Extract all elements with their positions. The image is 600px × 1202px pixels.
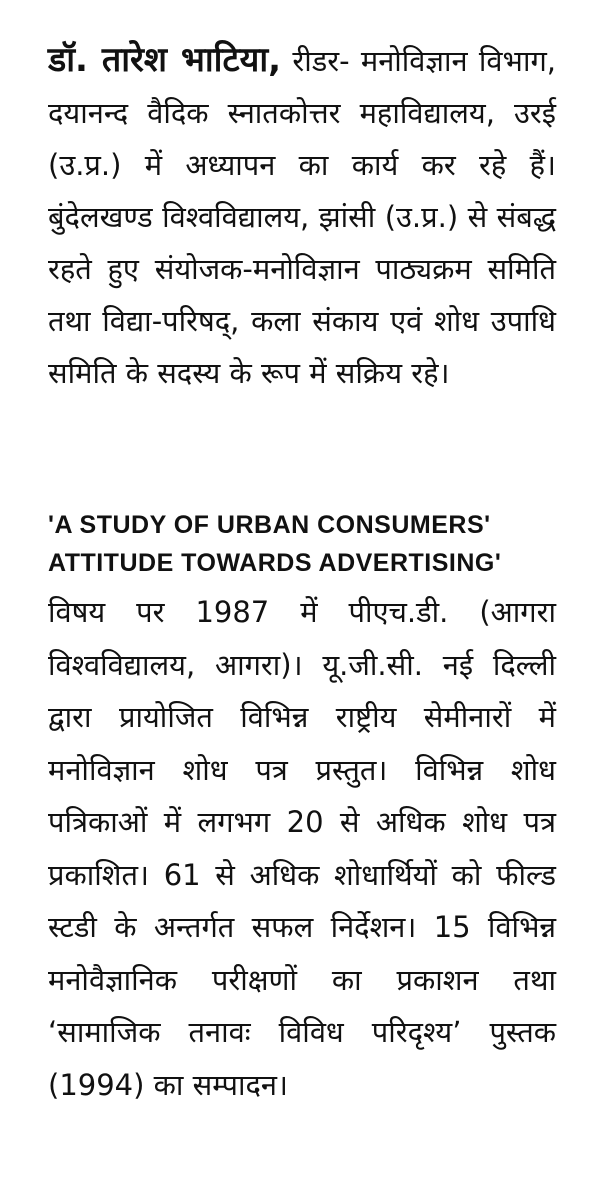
thesis-title — [48, 506, 556, 582]
thesis-title-line-2: ATTITUDE TOWARDS ADVERTISING' — [48, 549, 502, 577]
author-name: डॉ. तारेश भाटिया, — [48, 40, 282, 80]
career-details: विषय पर 1987 में पीएच.डी. (आगरा विश्वविद्यालय, आगरा)। यू.जी.सी. नई दिल्ली द्वारा प्रायोजित विभिन्न राष्ट्रीय सेमीनारों में मनोविज्ञान शोध पत्र प्रस्तुत। विभिन्न शोध पत्रिकाओं में लगभग 20 से अधिक शोध पत्र प्रकाशित। 61 से अधिक शोधार्थियों को फील्ड स्टडी के अन्तर्गत सफल निर्देशन। 15 विभिन्न मनोवैज्ञानिक परीक्षणों का प्रकाशन तथा ‘सामाजिक तनावः विविध परिदृश्य’ पुस्तक (1994) का सम्पादन। — [48, 595, 556, 1102]
thesis-title-line-1: 'A STUDY OF URBAN CONSUMERS' — [48, 511, 491, 539]
author-position-text: रीडर- मनोविज्ञान विभाग, दयानन्द वैदिक स्नातकोत्तर महाविद्यालय, उरई (उ.प्र.) में अध्यापन का कार्य कर रहे हैं। बुंदेलखण्ड विश्वविद्यालय, झांसी (उ.प्र.) से संबद्ध रहते हुए संयोजक-मनोविज्ञान पाठ्यक्रम समिति तथा विद्या-परिषद्, कला संकाय एवं शोध उपाधि समिति के सदस्य के रूप में सक्रिय रहे। — [48, 44, 556, 390]
author-introduction — [48, 34, 556, 399]
